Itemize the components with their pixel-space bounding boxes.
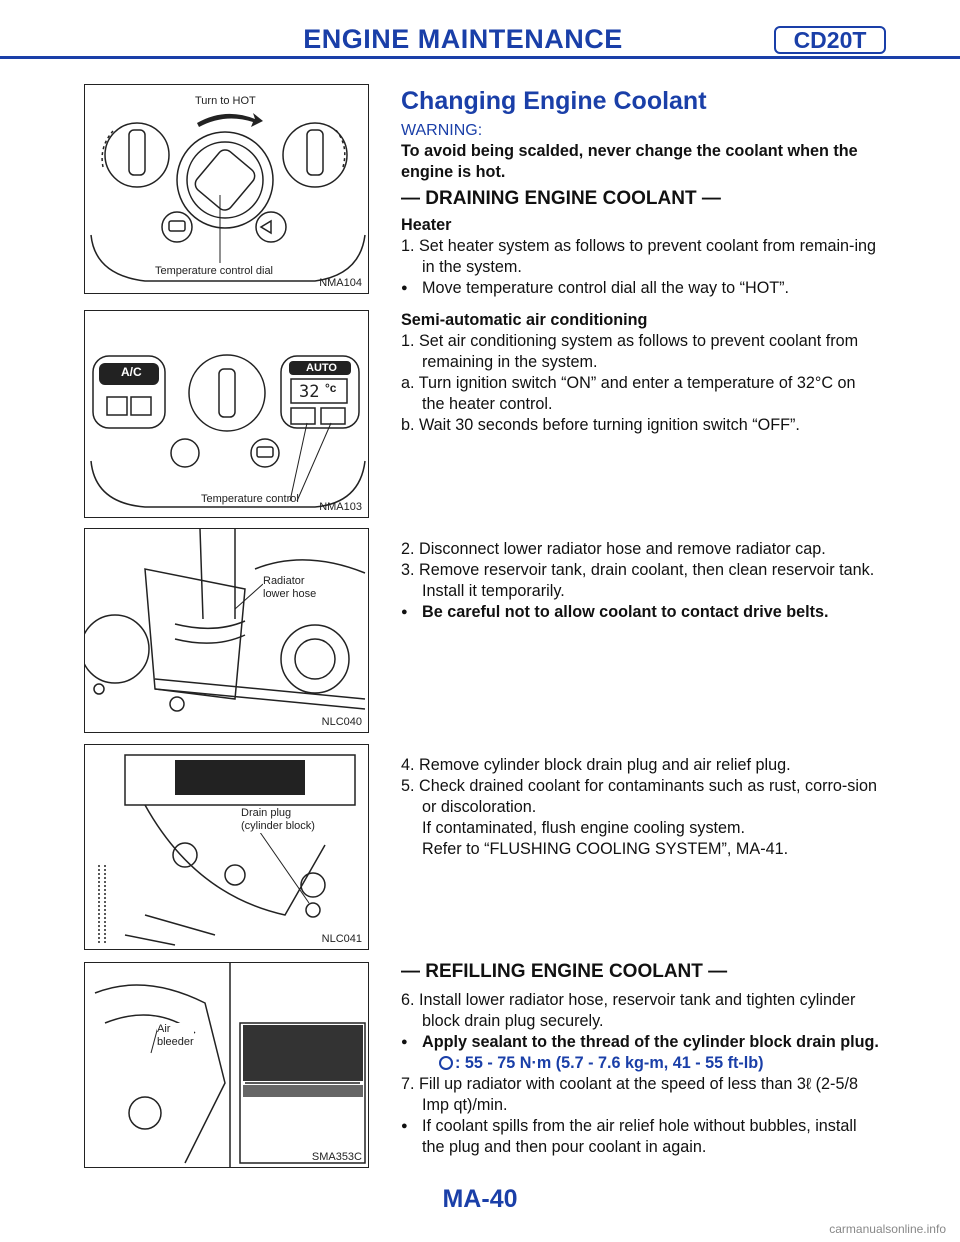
text-block-ac: [401, 310, 881, 436]
temperature-display-unit: °c: [325, 381, 337, 395]
heater-control-illustration: [85, 85, 369, 294]
label-radiator-lower-hose: Radiator lower hose: [263, 575, 317, 600]
text-block-refill: [401, 960, 881, 1158]
ac-step-a: a. Turn ignition switch “ON” and enter a temperature of 32°C on the heater control.: [401, 374, 856, 413]
ac-button-label: A/C: [121, 365, 142, 379]
torque-spec: [401, 1053, 881, 1074]
page-title: Changing Engine Coolant: [401, 87, 707, 115]
drain-plug-illustration: [85, 745, 369, 950]
figure-air-bleeder: [84, 962, 369, 1168]
figure-code: NLC040: [321, 716, 362, 728]
auto-button-label: AUTO: [306, 362, 337, 374]
temperature-display-value: 32: [299, 382, 320, 402]
ac-step-b: b. Wait 30 seconds before turning ignition switch “OFF”.: [401, 416, 800, 434]
header-rule: [0, 56, 960, 59]
engine-code-badge: CD20T: [774, 26, 886, 54]
label-turn-to-hot: Turn to HOT: [195, 95, 256, 107]
figure-drain-plug: [84, 744, 369, 950]
step-3-note: Install it temporarily.: [422, 582, 565, 600]
ac-heading: Semi-automatic air conditioning: [401, 311, 648, 329]
step-3: 3. Remove reservoir tank, drain coolant, then clean reservoir tank.: [401, 561, 875, 579]
step-7-bullet: ● If coolant spills from the air relief hole without bubbles, install the plug and then pour coolant in again.: [401, 1116, 881, 1158]
ac-control-illustration: [85, 311, 369, 518]
label-air-bleeder: Air bleeder: [157, 1023, 194, 1048]
text-block-drain-plug: [401, 755, 881, 860]
figure-heater-control: [84, 84, 369, 294]
step-5: 5. Check drained coolant for contaminants such as rust, corro-sion or discoloration.: [401, 777, 877, 816]
figure-code: NLC041: [321, 933, 362, 945]
warning-text: To avoid being scalded, never change the coolant when the engine is hot.: [401, 142, 858, 181]
text-block-radiator: [401, 539, 881, 623]
warning-label: WARNING:: [401, 122, 483, 139]
torque-value: : 55 - 75 N·m (5.7 - 7.6 kg-m, 41 - 55 ft-lb): [455, 1054, 764, 1072]
step-6-bullet: ● Apply sealant to the thread of the cylinder block drain plug.: [401, 1032, 881, 1053]
watermark: carmanualsonline.info: [829, 1222, 946, 1236]
page-number: MA-40: [442, 1185, 518, 1213]
step-2: 2. Disconnect lower radiator hose and remove radiator cap.: [401, 540, 826, 558]
step-4: 4. Remove cylinder block drain plug and air relief plug.: [401, 756, 791, 774]
torque-wrench-icon: [439, 1056, 453, 1070]
refilling-heading: — REFILLING ENGINE COOLANT —: [401, 961, 728, 982]
draining-heading: — DRAINING ENGINE COOLANT —: [401, 188, 721, 209]
heater-bullet: ● Move temperature control dial all the way to “HOT”.: [401, 278, 881, 299]
step-3-bullet: ● Be careful not to allow coolant to contact drive belts.: [401, 602, 881, 623]
text-block-heater: [401, 86, 881, 299]
label-temperature-control: Temperature control: [201, 493, 299, 505]
radiator-hose-illustration: [85, 529, 369, 733]
step-6: 6. Install lower radiator hose, reservoir tank and tighten cylinder block drain plug securely.: [401, 991, 856, 1030]
ac-step-1: 1. Set air conditioning system as follows to prevent coolant from remaining in the system.: [401, 332, 859, 371]
label-temperature-control-dial: Temperature control dial: [155, 265, 274, 277]
step-5-note-1: If contaminated, flush engine cooling system.: [422, 819, 746, 837]
figure-ac-control: [84, 310, 369, 518]
figure-code: NMA104: [319, 277, 362, 289]
step-5-note-2: Refer to “FLUSHING COOLING SYSTEM”, MA-41.: [422, 840, 789, 858]
step-7: 7. Fill up radiator with coolant at the speed of less than 3ℓ (2-5/8 Imp qt)/min.: [401, 1075, 858, 1114]
section-title: ENGINE MAINTENANCE: [303, 24, 623, 54]
label-drain-plug: Drain plug (cylinder block): [241, 807, 315, 832]
heater-step-1: 1. Set heater system as follows to prevent coolant from remain-ing in the system.: [401, 237, 877, 276]
figure-code: NMA103: [319, 501, 362, 513]
figure-code: SMA353C: [311, 1151, 362, 1163]
air-bleeder-illustration: [85, 963, 369, 1168]
heater-heading: Heater: [401, 216, 452, 234]
figure-radiator-lower-hose: [84, 528, 369, 733]
